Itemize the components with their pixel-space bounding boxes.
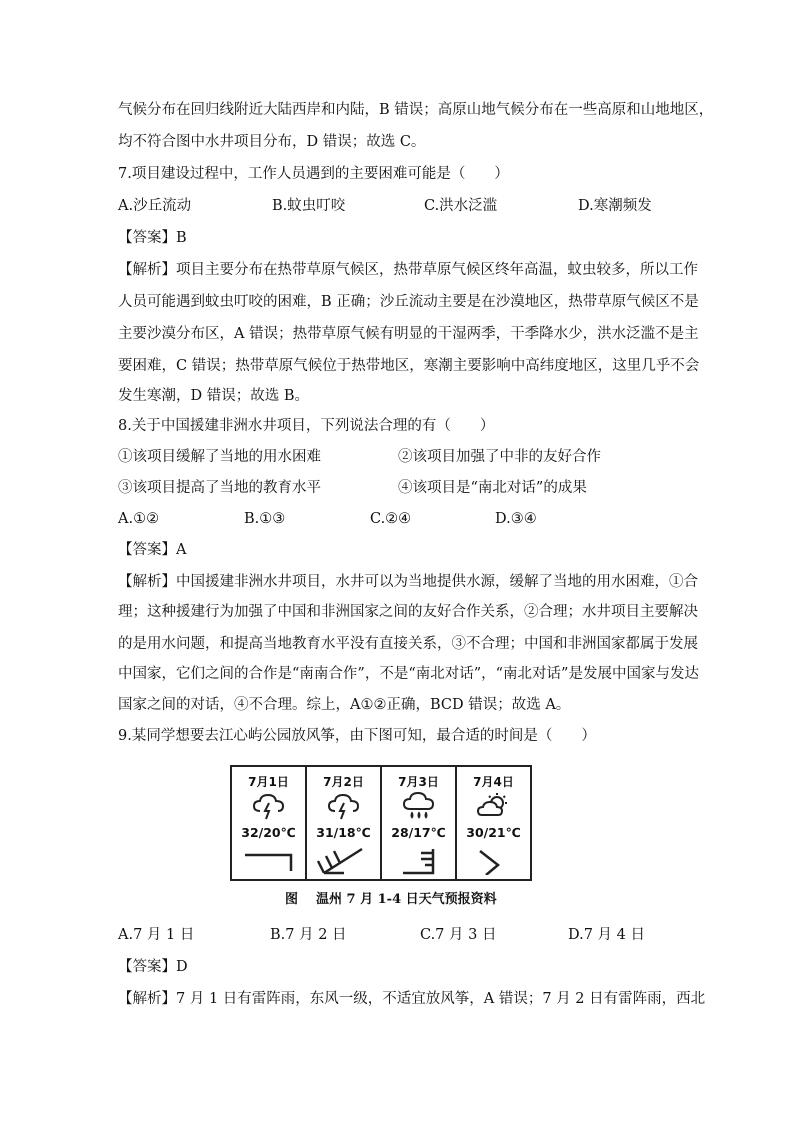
- question-7: 7.项目建设过程中，工作人员遇到的主要困难可能是（ ）: [118, 166, 509, 182]
- explanation-line: 人员可能遇到蚊虫叮咬的困难，B 正确；沙丘流动主要是在沙漠地区，热带草原气候区不是: [118, 294, 699, 310]
- explanation-line: 理；这种援建行为加强了中国和非洲国家之间的友好合作关系，②合理；水井项目主要解决: [118, 604, 698, 620]
- weather-date: 7月3日: [398, 775, 439, 789]
- weather-day-4: [457, 767, 530, 879]
- answer-9: 【答案】D: [118, 959, 188, 975]
- weather-date: 7月1日: [248, 775, 289, 789]
- option-d: D.7 月 4 日: [568, 927, 645, 943]
- weather-temp: 28/17℃: [391, 825, 446, 840]
- text-line: 均不符合图中水井项目分布，D 错误；故选 C。: [118, 134, 426, 150]
- partly-cloudy-icon: [476, 791, 512, 821]
- weather-temp: 32/20℃: [241, 825, 296, 840]
- answer-7: 【答案】B: [118, 230, 187, 246]
- option-b: B.7 月 2 日: [270, 927, 347, 943]
- option-d: D.寒潮频发: [578, 198, 652, 214]
- question-8: 8.关于中国援建非洲水井项目，下列说法合理的有（ ）: [118, 418, 495, 434]
- wind-northwest-icon: [314, 845, 374, 875]
- figure-title: 温州 7 月 1-4 日天气预报资料: [316, 892, 497, 907]
- explanation-line: 要困难，C 错误；热带草原气候位于热带地区，寒潮主要影响中高纬度地区，这里几乎不会: [118, 358, 700, 374]
- statement-1: ①该项目缓解了当地的用水困难: [118, 449, 321, 465]
- thunderstorm-icon: [251, 791, 287, 821]
- explanation-line: 发生寒潮，D 错误；故选 B。: [118, 388, 309, 404]
- weather-day-1: [232, 767, 307, 879]
- option-b: B.蚊虫叮咬: [272, 198, 346, 214]
- statement-2: ②该项目加强了中非的友好合作: [398, 449, 601, 465]
- wind-south-icon: [389, 845, 449, 875]
- weather-temp: 30/21℃: [466, 825, 521, 840]
- figure-caption: [285, 888, 497, 907]
- question-9: 9.某同学想要去江心屿公园放风筝，由下图可知，最合适的时间是（ ）: [118, 728, 596, 744]
- text-line: 气候分布在回归线附近大陆西岸和内陆，B 错误；高原山地气候分布在一些高原和山地地区，: [118, 102, 714, 118]
- option-d: D.③④: [495, 511, 537, 527]
- explanation-line: 主要沙漠分布区，A 错误；热带草原气候有明显的干湿两季，干季降水少，洪水泛滥不是主: [118, 326, 699, 342]
- option-c: C.7 月 3 日: [420, 927, 497, 943]
- explanation-line: 【解析】中国援建非洲水井项目，水井可以为当地提供水源，缓解了当地的用水困难，①合: [118, 574, 698, 590]
- weather-date: 7月4日: [473, 775, 514, 789]
- statement-3: ③该项目提高了当地的教育水平: [118, 480, 321, 496]
- option-b: B.①③: [244, 511, 286, 527]
- weather-date: 7月2日: [323, 775, 364, 789]
- weather-forecast-figure: [230, 765, 532, 881]
- answer-8: 【答案】A: [118, 542, 187, 558]
- rain-icon: [401, 791, 437, 821]
- explanation-line: 【解析】7 月 1 日有雷阵雨，东风一级，不适宜放风筝，A 错误；7 月 2 日有雷阵雨，西北: [118, 991, 706, 1007]
- explanation-line: 【解析】项目主要分布在热带草原气候区，热带草原气候区终年高温，蚊虫较多，所以工作: [118, 262, 698, 278]
- statement-4: ④该项目是“南北对话”的成果: [398, 480, 587, 496]
- explanation-line: 中国家，它们之间的合作是“南南合作”，不是“南北对话”，“南北对话”是发展中国家与发达: [118, 666, 699, 682]
- weather-temp: 31/18℃: [316, 825, 371, 840]
- weather-day-3: [382, 767, 457, 879]
- weather-day-2: [307, 767, 382, 879]
- wind-southwest-icon: [464, 845, 524, 875]
- option-c: C.②④: [370, 511, 412, 527]
- option-a: A.沙丘流动: [118, 198, 192, 214]
- thunderstorm-icon: [326, 791, 362, 821]
- wind-east-force-1-icon: [239, 845, 299, 875]
- option-c: C.洪水泛滥: [424, 198, 498, 214]
- option-a: A.7 月 1 日: [118, 927, 195, 943]
- option-a: A.①②: [118, 511, 160, 527]
- explanation-line: 的是用水问题，和提高当地教育水平没有直接关系，③不合理；中国和非洲国家都属于发展: [118, 636, 698, 652]
- explanation-line: 国家之间的对话，④不合理。综上，A①②正确，BCD 错误；故选 A。: [118, 697, 571, 713]
- figure-label: 图: [285, 892, 299, 907]
